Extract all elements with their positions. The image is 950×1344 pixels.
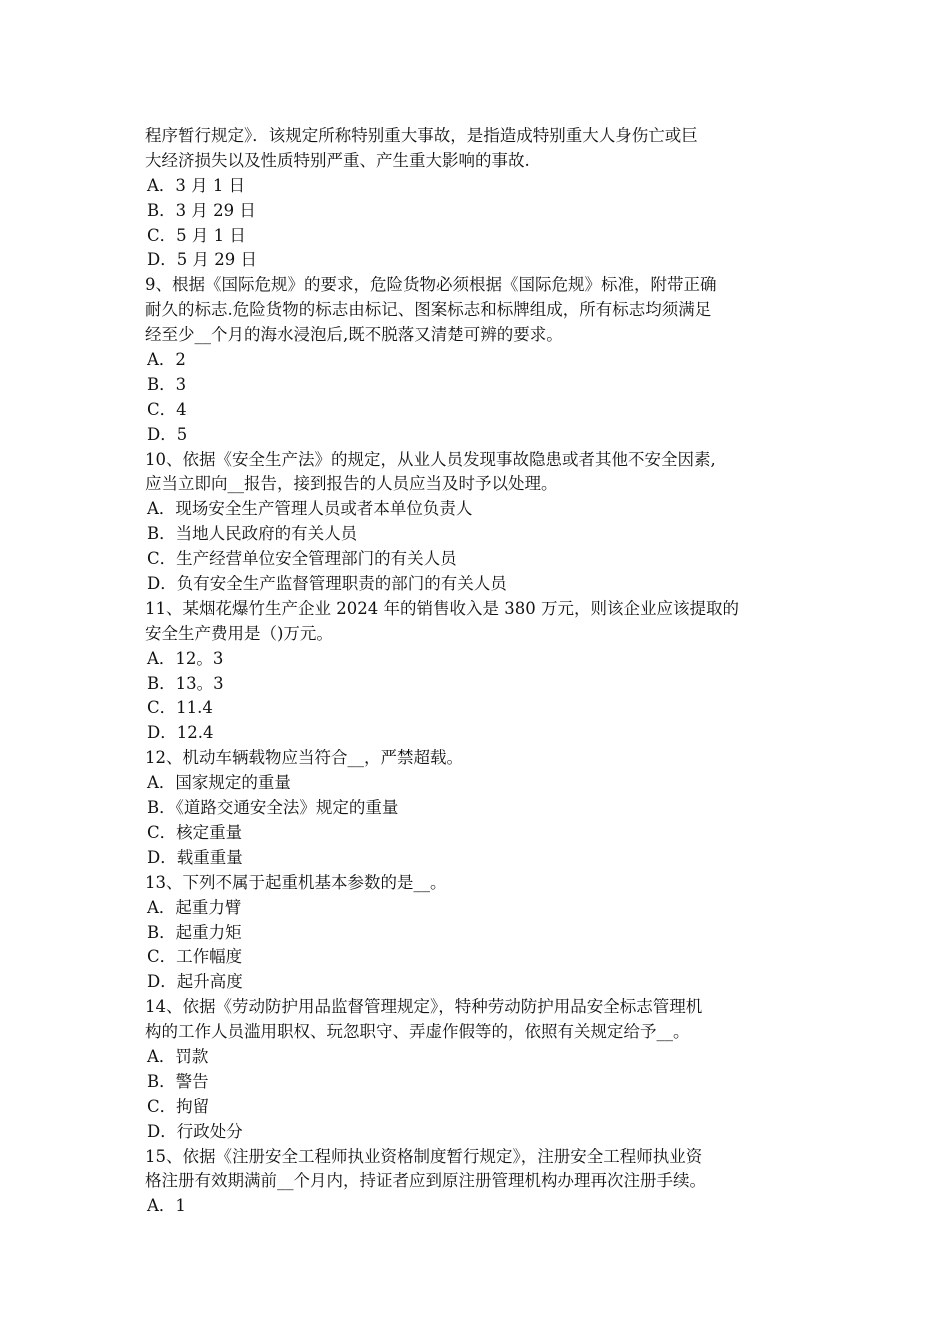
answer-option: A．1 — [147, 1196, 186, 1216]
question-text-line: 程序暂行规定》．该规定所称特别重大事故，是指造成特别重大人身伤亡或巨 — [145, 126, 698, 145]
answer-option: C．核定重量 — [147, 822, 243, 842]
answer-option: D．载重重量 — [147, 847, 243, 867]
answer-option: D．12.4 — [147, 723, 214, 743]
answer-option: C．5 月 1 日 — [147, 225, 246, 245]
question-text-line: 安全生产费用是（)万元。 — [145, 623, 333, 643]
answer-option: B．《道路交通安全法》规定的重量 — [147, 798, 399, 818]
question-text-line: 13、下列不属于起重机基本参数的是__。 — [145, 872, 447, 892]
answer-option: A．现场安全生产管理人员或者本单位负责人 — [147, 499, 473, 519]
question-text-line: 耐久的标志.危险货物的标志由标记、图案标志和标牌组成，所有标志均须满足 — [145, 300, 712, 320]
answer-option: B．3 月 29 日 — [147, 200, 256, 220]
answer-option: B．起重力矩 — [147, 922, 242, 942]
answer-option: D．负有安全生产监督管理职责的部门的有关人员 — [147, 574, 507, 594]
question-text-line: 11、某烟花爆竹生产企业 2024 年的销售收入是 380 万元，则该企业应该提取的 — [145, 598, 739, 618]
question-text-line: 12、机动车辆载物应当符合__，严禁超载。 — [145, 748, 463, 768]
question-text-line: 15、依据《注册安全工程师执业资格制度暂行规定》，注册安全工程师执业资 — [145, 1146, 703, 1166]
question-text-line: 10、依据《安全生产法》的规定，从业人员发现事故隐患或者其他不安全因素, — [145, 449, 716, 469]
answer-option: A．3 月 1 日 — [147, 175, 246, 195]
answer-option: A．起重力臂 — [147, 897, 242, 917]
answer-option: A．罚款 — [147, 1046, 209, 1066]
answer-option: D．5 — [147, 424, 188, 444]
answer-option: A．2 — [147, 350, 186, 370]
answer-option: B．警告 — [147, 1071, 209, 1091]
answer-option: A．国家规定的重量 — [147, 773, 291, 793]
answer-option: C．工作幅度 — [147, 947, 243, 967]
answer-option: B．3 — [147, 374, 187, 394]
answer-option: C．11.4 — [147, 698, 213, 718]
question-text-line: 构的工作人员滥用职权、玩忽职守、弄虚作假等的，依照有关规定给予__。 — [145, 1022, 690, 1042]
answer-option: A．12。3 — [147, 648, 224, 668]
answer-option: C．拘留 — [147, 1096, 210, 1116]
answer-option: D．起升高度 — [147, 972, 243, 992]
question-text-line: 9、根据《国际危规》的要求，危险货物必须根据《国际危规》标准，附带正确 — [145, 275, 717, 295]
answer-option: D．5 月 29 日 — [147, 250, 257, 270]
answer-option: B．当地人民政府的有关人员 — [147, 524, 358, 544]
answer-option: B．13。3 — [147, 673, 224, 693]
question-text-line: 格注册有效期满前__个月内，持证者应到原注册管理机构办理再次注册手续。 — [145, 1171, 706, 1191]
question-text-line: 14、依据《劳动防护用品监督管理规定》，特种劳动防护用品安全标志管理机 — [145, 997, 703, 1017]
question-text-line: 应当立即向__报告，接到报告的人员应当及时予以处理。 — [145, 474, 558, 494]
question-text-line: 大经济损失以及性质特别严重、产生重大影响的事故. — [145, 150, 530, 170]
document-page — [145, 124, 810, 1219]
answer-option: C．生产经营单位安全管理部门的有关人员 — [147, 549, 457, 569]
question-text-line: 经至少__个月的海水浸泡后,既不脱落又清楚可辨的要求。 — [145, 325, 563, 345]
answer-option: D．行政处分 — [147, 1121, 243, 1141]
answer-option: C．4 — [147, 399, 187, 419]
